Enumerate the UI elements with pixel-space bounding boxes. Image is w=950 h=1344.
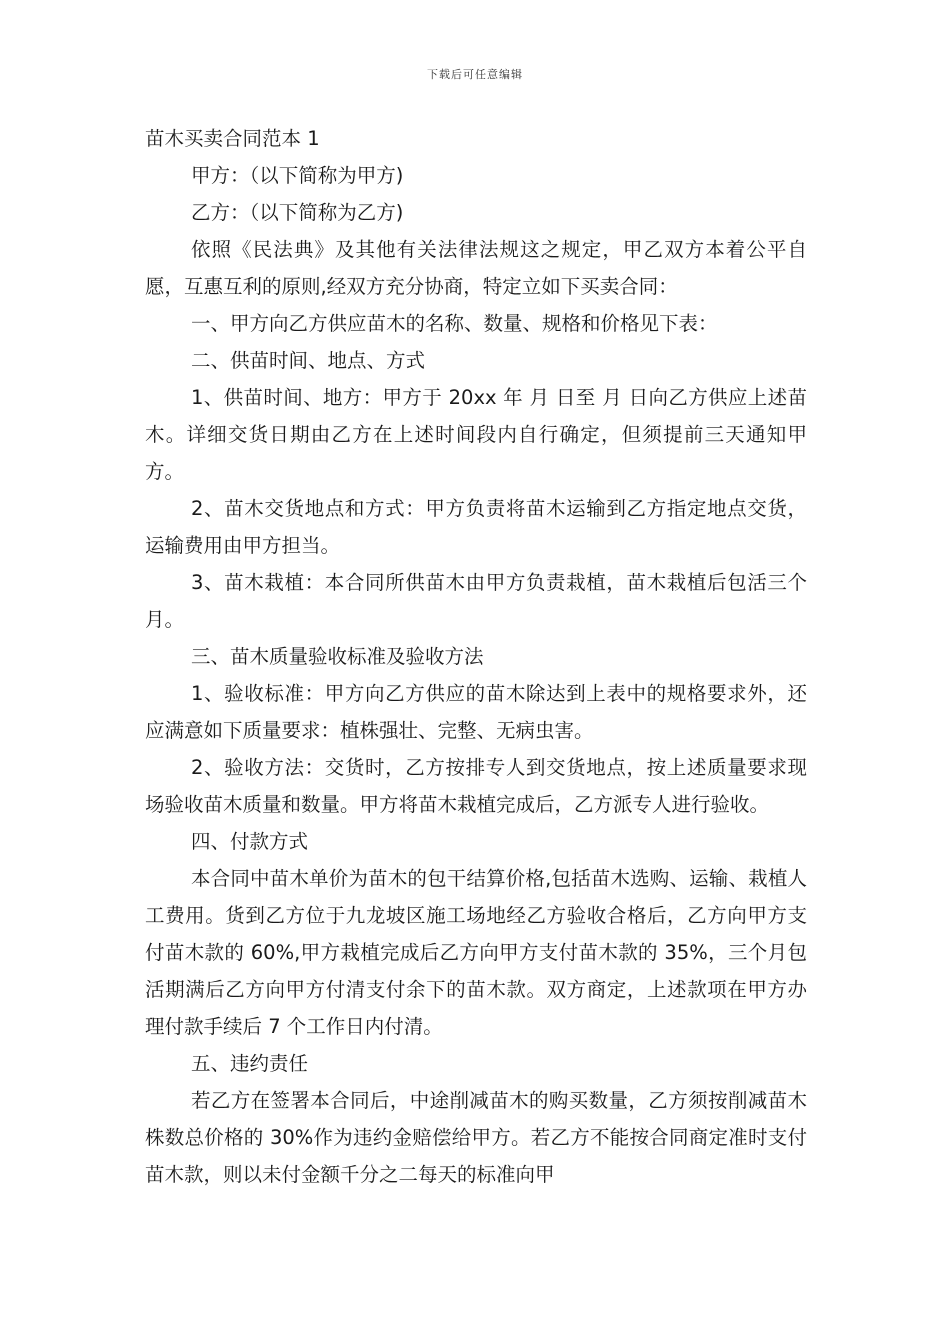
section-5-heading: 五、违约责任 xyxy=(191,1052,309,1075)
section-3-clause-1: 1、验收标准：甲方向乙方供应的苗木除达到上表中的规格要求外，还应满意如下质量要求：植株强壮、完整、无病虫害。 xyxy=(145,682,807,742)
section-4-paragraph: 本合同中苗木单价为苗木的包干结算价格,包括苗木选购、运输、栽植人工费用。货到乙方位于九龙坡区施工场地经乙方验收合格后，乙方向甲方支付苗木款的 60%,甲方栽植完成后乙方向甲方支付苗木款的 35%，三个月包活期满后乙方向甲方付清支付余下的苗木款。双方商定，上述款项在甲方办理付款手续后 7 个工作日内付清。 xyxy=(145,867,807,1038)
section-2-clause-1: 1、供苗时间、地方：甲方于 20xx 年 月 日至 月 日向乙方供应上述苗木。详细交货日期由乙方在上述时间段内自行确定，但须提前三天通知甲方。 xyxy=(145,386,807,483)
section-5-paragraph: 若乙方在签署本合同后，中途削减苗木的购买数量，乙方须按削减苗木株数总价格的 30%作为违约金赔偿给甲方。若乙方不能按合同商定准时支付苗木款，则以未付金额千分之二每天的标准向甲 xyxy=(145,1089,807,1186)
section-1-heading: 一、甲方向乙方供应苗木的名称、数量、规格和价格见下表： xyxy=(191,312,718,335)
section-2-clause-3: 3、苗木栽植：本合同所供苗木由甲方负责栽植，苗木栽植后包活三个月。 xyxy=(145,571,807,631)
section-4-heading: 四、付款方式 xyxy=(191,830,309,853)
section-3-heading: 三、苗木质量验收标准及验收方法 xyxy=(191,645,484,668)
preamble-paragraph: 依照《民法典》及其他有关法律法规这之规定，甲乙双方本着公平自愿，互惠互利的原则,经双方充分协商，特定立如下买卖合同： xyxy=(145,238,807,298)
header-note: 下载后可任意编辑 xyxy=(427,68,523,81)
section-2-clause-2: 2、苗木交货地点和方式：甲方负责将苗木运输到乙方指定地点交货，运输费用由甲方担当。 xyxy=(145,497,807,557)
document-body xyxy=(145,120,807,1193)
party-b-line: 乙方：（以下简称为乙方) xyxy=(191,201,404,224)
section-2-heading: 二、供苗时间、地点、方式 xyxy=(191,349,426,372)
section-3-clause-2: 2、验收方法：交货时，乙方按排专人到交货地点，按上述质量要求现场验收苗木质量和数量。甲方将苗木栽植完成后，乙方派专人进行验收。 xyxy=(145,756,807,816)
party-a-line: 甲方：（以下简称为甲方) xyxy=(191,164,404,187)
document-title: 苗木买卖合同范本 1 xyxy=(145,127,320,150)
